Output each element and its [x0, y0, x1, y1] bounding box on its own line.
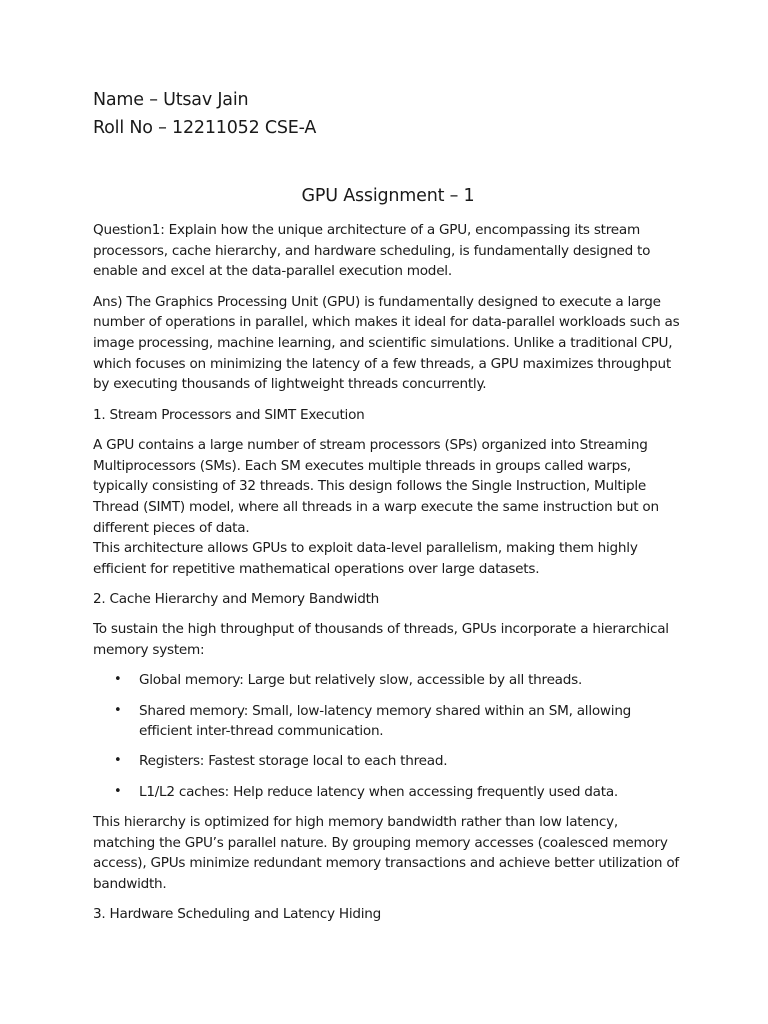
bullet-icon: •	[114, 783, 122, 799]
bullet-icon: •	[114, 702, 122, 718]
list-item-text: Global memory: Large but relatively slow, accessible by all threads.	[139, 672, 583, 689]
roll-number: Roll No – 12211052 CSE-A	[93, 118, 317, 138]
section-1-heading: 1. Stream Processors and SIMT Execution	[93, 406, 365, 423]
document-page	[93, 86, 683, 934]
section-1-paragraph-1: A GPU contains a large number of stream processors (SPs) organized into Streaming Multiprocessors (SMs). Each SM executes multiple threads in groups called warps, typically consisting of 32 threads. This design follows the Single Instruction, Multiple Thread (SIMT) model, where all threads in a warp execute the same instruction but on different pieces of data.	[93, 436, 659, 536]
section-2-heading: 2. Cache Hierarchy and Memory Bandwidth	[93, 591, 380, 608]
list-item-text: Shared memory: Small, low-latency memory shared within an SM, allowing efficient inter-thread communication.	[139, 702, 632, 740]
memory-hierarchy-list	[93, 670, 683, 802]
list-item	[93, 701, 683, 742]
section-1-paragraph-2: This architecture allows GPUs to exploit data-level parallelism, making them highly efficient for repetitive mathematical operations over large datasets.	[93, 540, 638, 578]
bullet-icon: •	[114, 672, 122, 688]
section-2-intro: To sustain the high throughput of thousands of threads, GPUs incorporate a hierarchical memory system:	[93, 621, 669, 659]
page-title: GPU Assignment – 1	[301, 186, 475, 206]
question-text: Question1: Explain how the unique architecture of a GPU, encompassing its stream processors, cache hierarchy, and hardware scheduling, is fundamentally designed to enable and excel at the data-parallel execution model.	[93, 222, 651, 280]
list-item	[93, 751, 683, 772]
student-name: Name – Utsav Jain	[93, 90, 249, 110]
list-item	[93, 670, 683, 691]
section-2-closing: This hierarchy is optimized for high memory bandwidth rather than low latency, matching the GPU’s parallel nature. By grouping memory accesses (coalesced memory access), GPUs minimize redundant memory transactions and achieve better utilization of bandwidth.	[93, 813, 679, 892]
bullet-icon: •	[114, 753, 122, 769]
list-item-text: Registers: Fastest storage local to each thread.	[139, 753, 448, 770]
answer-intro: Ans) The Graphics Processing Unit (GPU) is fundamentally designed to execute a large number of operations in parallel, which makes it ideal for data-parallel workloads such as image processing, machine learning, and scientific simulations. Unlike a traditional CPU, which focuses on minimizing the latency of a few threads, a GPU maximizes throughput by executing thousands of lightweight threads concurrently.	[93, 293, 680, 393]
section-3-heading: 3. Hardware Scheduling and Latency Hiding	[93, 906, 382, 923]
list-item-text: L1/L2 caches: Help reduce latency when accessing frequently used data.	[139, 783, 618, 800]
list-item	[93, 782, 683, 803]
